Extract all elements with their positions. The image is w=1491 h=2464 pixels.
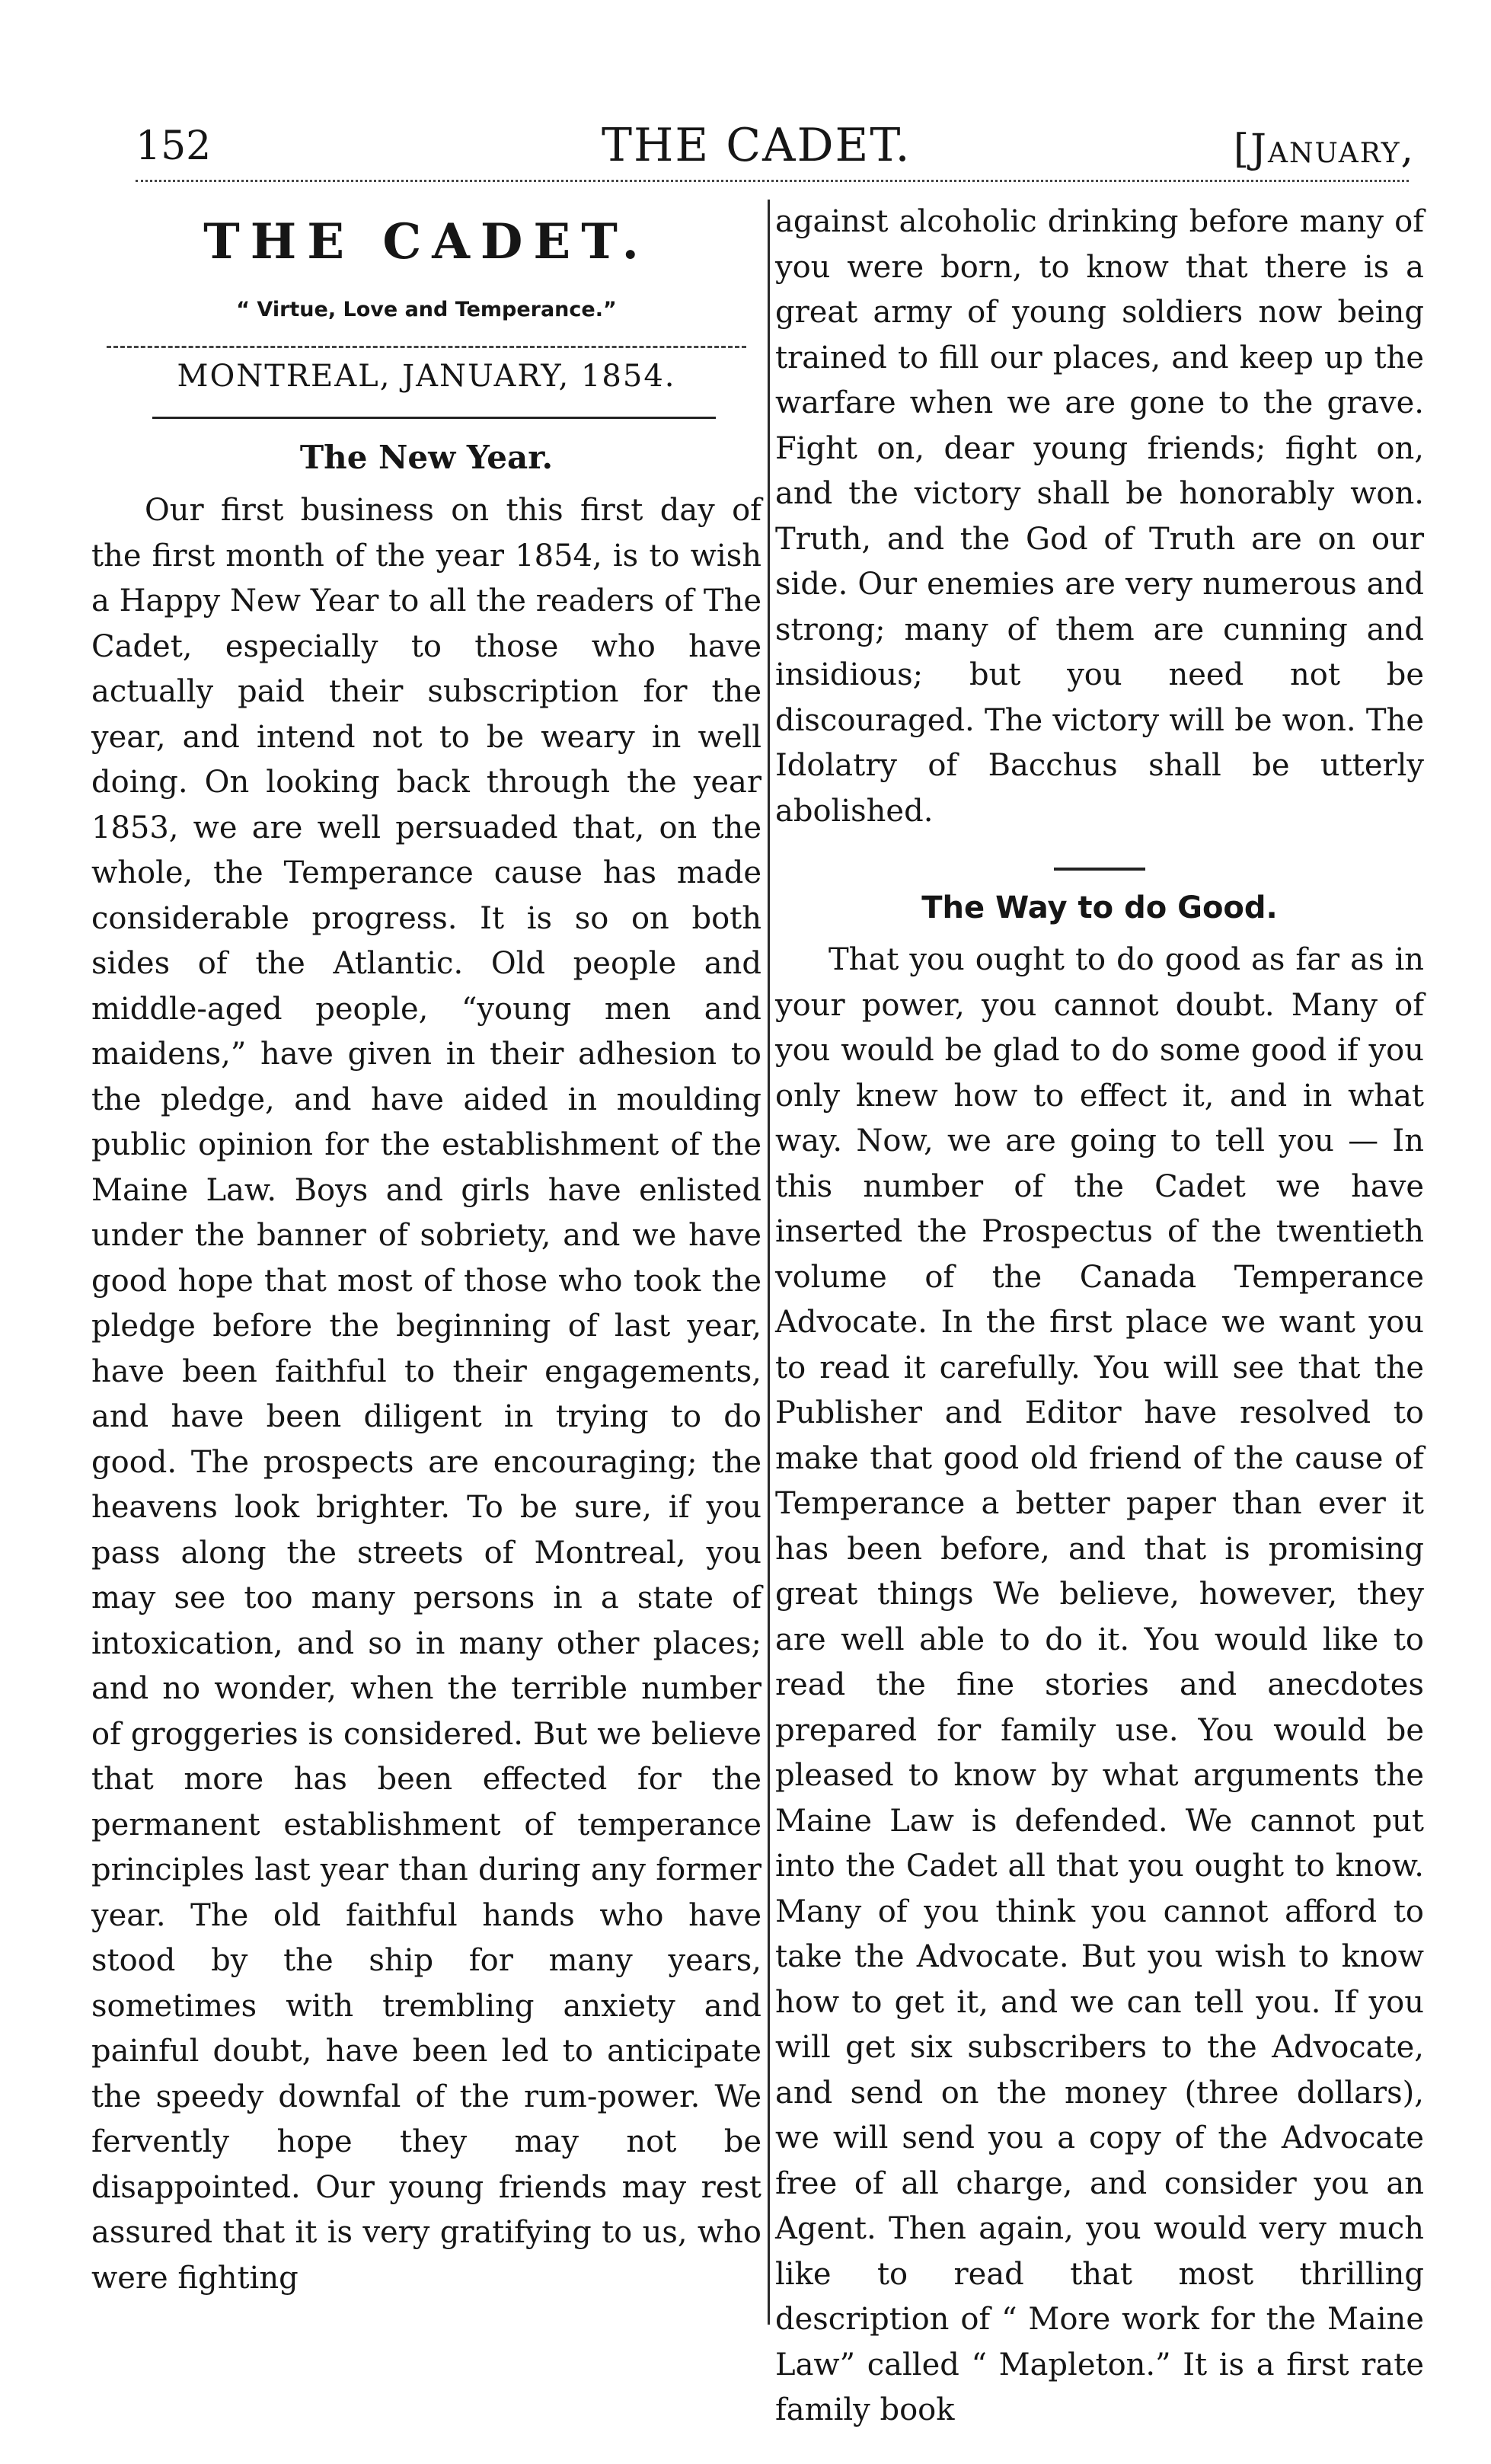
article-body-new-year: [91, 488, 761, 2301]
masthead-motto: “ Virtue, Love and Temperance.”: [236, 298, 617, 321]
article-body-new-year-text: Our first business on this first day of the first month of the year 1854, is to wish a Happy New Year to all the readers of The Cadet, especially to those who have actually paid their subscription for the year, and intend not to be weary in well doing. On looking back through the year 1853, we are well persuaded that, on the whole, the Temperance cause has made considerable progress. It is so on both sides of the Atlantic. Old people and middle-aged people, “young men and maidens,” have given in their adhesion to the pledge, and have aided in moulding public opinion for the establishment of the Maine Law. Boys and girls have enlisted under the banner of sobriety, and we have good hope that most of those who took the pledge before the beginning of last year, have been faithful to their engagements, and have been diligent in trying to do good. The prospects are encouraging; the heavens look brighter. To be sure, if you pass along the streets of Montreal, you may see too many persons in a state of intoxication, and so in many other places; and no wonder, when the terrible number of groggeries is considered. But we believe that more has been effected for the permanent establishment of temperance principles last year than during any former year. The old faithful hands who have stood by the ship for many years, sometimes with trembling anxiety and painful doubt, have been led to anticipate the speedy downfal of the rum-power. We fervently hope they may not be disappointed. Our young friends may rest assured that it is very gratifying to us, who were fighting: [91, 493, 761, 2296]
right-column: [775, 200, 1424, 2434]
dateline-rule: [152, 417, 716, 419]
article-continuation-new-year: against alcoholic drinking before many of you were born, to know that there is a great army of young soldiers now being trained to fill our places, and keep up the warfare when we are gone to the grave. Fight on, dear young friends; fight on, and the victory shall be honorably won. Truth, and the God of Truth are on our side. Our enemies are very numerous and strong; many of them are cunning and insidious; but you need not be discouraged. The victory will be won. The Idolatry of Bacchus shall be utterly abolished.: [775, 204, 1424, 829]
header-rule: [136, 180, 1409, 185]
masthead-title: THE CADET.: [203, 213, 650, 270]
page-number: 152: [136, 123, 212, 169]
running-head-title: THE CADET.: [602, 119, 912, 172]
column-divider: [768, 200, 770, 2325]
dateline: MONTREAL, JANUARY, 1854.: [177, 359, 676, 394]
section-rule: [1054, 868, 1145, 871]
article-body-way-to-do-good: [775, 938, 1424, 2434]
left-column: [91, 200, 761, 2301]
article-heading-new-year: The New Year.: [299, 439, 554, 476]
masthead-dashed-rule: [107, 346, 746, 348]
article-body-way-to-do-good-text: That you ought to do good as far as in your power, you cannot doubt. Many of you would be glad to do some good if you only knew how to effect it, and in what way. Now, we are going to tell you — In this number of the Cadet we have inserted the Prospectus of the twentieth volume of the Canada Temperance Advocate. In the first place we want you to read it carefully. You will see that the Publisher and Editor have resolved to make that good old friend of the cause of Temperance a better paper than ever it has been before, and that is promising great things We believe, however, they are well able to do it. You would like to read the fine stories and anecdotes prepared for family use. You would be pleased to know by what arguments the Maine Law is defended. We cannot put into the Cadet all that you ought to know. Many of you think you cannot afford to take the Advocate. But you wish to know how to get it, and we can tell you. If you will get six subscribers to the Advocate, and send on the money (three dollars), we will send you a copy of the Advocate free of all charge, and consider you an Agent. Then again, you would very much like to read that most thrilling description of “ More work for the Maine Law” called “ Mapleton.” It is a first rate family book: [775, 942, 1424, 2427]
article-heading-way-to-do-good: The Way to do Good.: [921, 890, 1278, 925]
running-head-month: [January,: [1233, 126, 1415, 172]
